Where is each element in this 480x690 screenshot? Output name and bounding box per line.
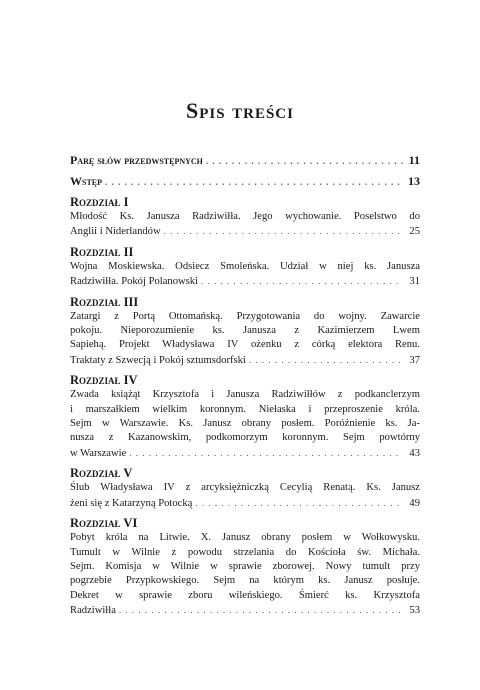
dot-leader: [119, 603, 403, 617]
chapter-description-line: pogrzebie Przypkowskiego. Sejm na którym ks. Janusz posłuje.: [70, 575, 420, 587]
toc-chapter[interactable]: [70, 294, 420, 369]
chapter-description-line: Traktaty z Szwecją i Pokój sztumsdorfski: [70, 354, 246, 366]
page-number: 13: [408, 174, 420, 188]
toc-line: [70, 173, 420, 190]
dot-leader: [129, 446, 403, 460]
toc-line: [70, 353, 420, 368]
page-title: Spis treści: [186, 98, 294, 123]
toc-line: [70, 446, 420, 461]
chapter-description-line: żeni się z Katarzyną Potocką: [70, 497, 193, 509]
chapter-description-line: i marszałkiem wielkim koronnym. Niełaska i przeproszenie króla.: [70, 403, 420, 415]
toc-entry[interactable]: [70, 152, 420, 169]
chapter-heading: Rozdział III: [70, 294, 139, 309]
chapter-description-line: Anglii i Niderlandów: [70, 226, 161, 238]
chapter-description-line: Tumult w Wilnie z powodu strzelania do Kościoła św. Michała.: [70, 546, 420, 558]
chapter-description-line: Zwada książąt Krzysztofa i Janusza Radziwiłłów z podkanclerzym: [70, 389, 420, 401]
chapter-heading: Rozdział I: [70, 195, 129, 209]
chapter-description-line: Radziwiłła: [70, 605, 116, 617]
chapter-description-line: Sejm w Warszawie. Ks. Janusz obrany posłem. Poróżnienie ks. Ja-: [70, 418, 420, 430]
chapter-description-line: Wojna Moskiewska. Odsiecz Smoleńska. Udział w niej ks. Janusza: [70, 260, 420, 272]
toc-line: [70, 603, 420, 618]
page-number: 43: [409, 447, 420, 459]
dot-leader: [105, 174, 403, 190]
toc-chapter[interactable]: [70, 465, 420, 511]
chapter-heading: Rozdział V: [70, 466, 133, 481]
toc-line: [70, 274, 420, 289]
chapter-heading: Rozdział IV: [70, 373, 138, 388]
dot-leader: [201, 274, 403, 288]
toc-chapter[interactable]: [70, 372, 420, 461]
dot-leader: [249, 353, 403, 367]
table-of-contents: [70, 152, 420, 619]
toc-chapter[interactable]: [70, 515, 420, 618]
chapter-description-line: Zatargi z Portą Ottomańską. Przygotowania do wojny. Zawarcie: [70, 310, 420, 322]
page-number: 37: [409, 354, 420, 366]
page-number: 11: [408, 153, 420, 167]
toc-entry[interactable]: [70, 173, 420, 190]
toc-line: [70, 152, 420, 169]
page-number: 49: [409, 497, 420, 509]
chapter-description-line: pokoju. Nieporozumienie ks. Janusza z Kazimierzem Lwem: [70, 325, 420, 337]
chapter-description-line: nusza z Kazanowskim, podkomorzym koronnym. Sejm powtórny: [70, 432, 420, 444]
dot-leader: [164, 224, 403, 238]
page-number: 31: [409, 276, 420, 288]
chapter-description-line: Sejm. Komisja w Wilnie w sprawie zborowej. Nowy tumult przy: [70, 560, 420, 572]
chapter-description-line: Młodość Ks. Janusza Radziwiłła. Jego wychowanie. Poselstwo do: [70, 211, 420, 222]
chapter-description-line: Sapiehą. Projekt Władysława IV ożenku z córką elektora Renu.: [70, 339, 420, 351]
chapter-description-line: Dekret w sprawie zboru wileńskiego. Śmierć ks. Krzysztofa: [70, 589, 420, 601]
dot-leader: [195, 496, 403, 510]
dot-leader: [206, 153, 403, 169]
chapter-description-line: Radziwiłła. Pokój Polanowski: [70, 276, 199, 288]
toc-line: [70, 496, 420, 511]
chapter-description-line: w Warszawie: [70, 447, 127, 459]
toc-line: [70, 224, 420, 239]
chapter-description-line: Ślub Władysława IV z arcyksiężniczką Cecylią Renatą. Ks. Janusz: [70, 482, 420, 494]
page-number: 25: [409, 226, 420, 238]
toc-entry-label: Wstęp: [70, 174, 103, 188]
toc-chapter[interactable]: [70, 194, 420, 240]
chapter-heading: Rozdział VI: [70, 516, 138, 531]
chapter-heading: Rozdział II: [70, 244, 134, 259]
toc-chapter[interactable]: [70, 244, 420, 290]
page-number: 53: [409, 605, 420, 617]
toc-entry-label: Parę słów przedwstępnych: [70, 153, 203, 167]
chapter-description-line: Pobyt króla na Litwie. X. Janusz obrany posłem w Wołkowysku.: [70, 532, 420, 544]
